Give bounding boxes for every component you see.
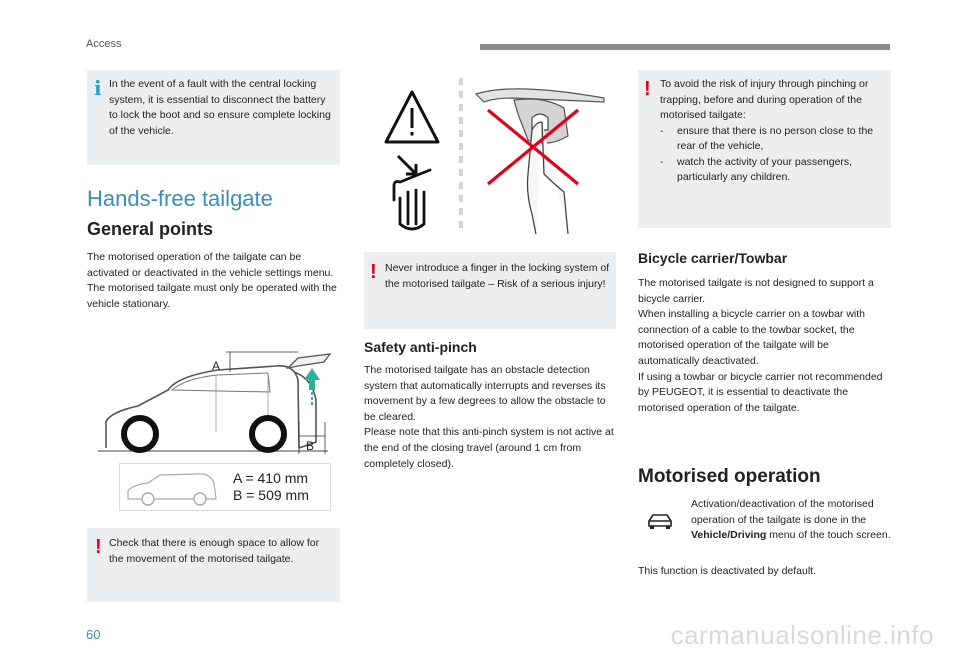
bicycle-paragraph-3: If using a towbar or bicycle carrier not recommended by PEUGEOT, it is essential to deactivate the motorised operation of the tailgate. [638,370,883,414]
info-icon: i [94,76,102,100]
no-finger-illustration [364,74,614,244]
watermark: carmanualsonline.info [670,620,934,650]
warning-icon: ! [370,261,377,283]
general-text [87,250,339,312]
dimension-a-value: A = 410 mm [233,470,309,486]
space-warning-box [87,528,340,602]
info-box [87,70,340,165]
section-label: Access [86,38,122,50]
vehicle-driving-menu-label: Vehicle/Driving [691,529,767,542]
general-paragraph-1: The motorised operation of the tailgate can be activated or deactivated in the vehicle settings menu. [87,251,334,279]
general-paragraph-2: The motorised tailgate must only be operated with the vehicle stationary. [87,282,337,310]
hand-stop-icon [394,170,430,229]
bicycle-heading: Bicycle carrier/Towbar [638,250,788,266]
car-settings-icon [646,510,674,532]
motorised-text [691,497,891,544]
front-wheel [124,418,156,450]
header-divider [480,44,890,50]
info-box-text: In the event of a fault with the central locking system, it is essential to disconnect the battery to lock the boot and so ensure complete locking of the vehicle. [109,78,331,137]
antipinch-paragraph-1: The motorised tailgate has an obstacle detection system that automatically interrupts and reverses its movement by a few degrees to allow the obstacle to be cleared. [364,364,606,423]
antipinch-heading: Safety anti-pinch [364,339,477,355]
finger-warning-box [364,252,616,329]
pinching-warning-list [660,124,886,186]
pinching-warning-box [638,70,891,228]
warning-icon: ! [95,536,102,558]
dimension-label-a: A [212,359,221,373]
bicycle-text [638,276,892,416]
finger-warning-text: Never introduce a finger in the locking system of the motorised tailgate – Risk of a serious injury! [385,262,610,290]
general-heading: General points [87,219,214,239]
car-outline-icon [124,469,224,507]
dimension-values [233,470,309,504]
bicycle-paragraph-2: When installing a bicycle carrier on a towbar with connection of a cable to the towbar socket, the motorised operation of the tailgate will be automatically deactivated. [638,308,866,367]
space-warning-text: Check that there is enough space to allow for the movement of the motorised tailgate. [109,537,320,565]
warning-icon: ! [644,78,651,100]
dimension-b-value: B = 509 mm [233,487,309,503]
motorised-text-pre: Activation/deactivation of the motorised operation of the tailgate is done in the [691,498,874,526]
open-tailgate [288,354,330,368]
pinching-warning-text [660,77,886,186]
pinching-warning-intro: To avoid the risk of injury through pinching or trapping, before and during operation of the motorised tailgate: [660,78,869,121]
section-title: Hands-free tailgate [87,186,273,211]
rear-wheel [252,418,284,450]
motorised-heading: Motorised operation [638,466,821,487]
list-item: - ensure that there is no person close to the rear of the vehicle, [660,124,874,152]
page-number: 60 [86,627,101,642]
clearance-arrow-icon [304,368,320,390]
car-windows [172,373,270,392]
list-item: - watch the activity of your passengers, particularly any children. [660,155,853,183]
antipinch-text [364,363,616,472]
down-arrow-icon [398,156,416,174]
motorised-default-text: This function is deactivated by default. [638,565,817,577]
motorised-text-post: menu of the touch screen. [766,529,891,542]
dimension-panel [119,463,331,511]
antipinch-paragraph-2: Please note that this anti-pinch system is not active at the end of the closing travel (around 1 cm from completely closed). [364,426,614,470]
bicycle-paragraph-1: The motorised tailgate is not designed to support a bicycle carrier. [638,277,874,305]
dimension-label-b: B [306,439,315,453]
